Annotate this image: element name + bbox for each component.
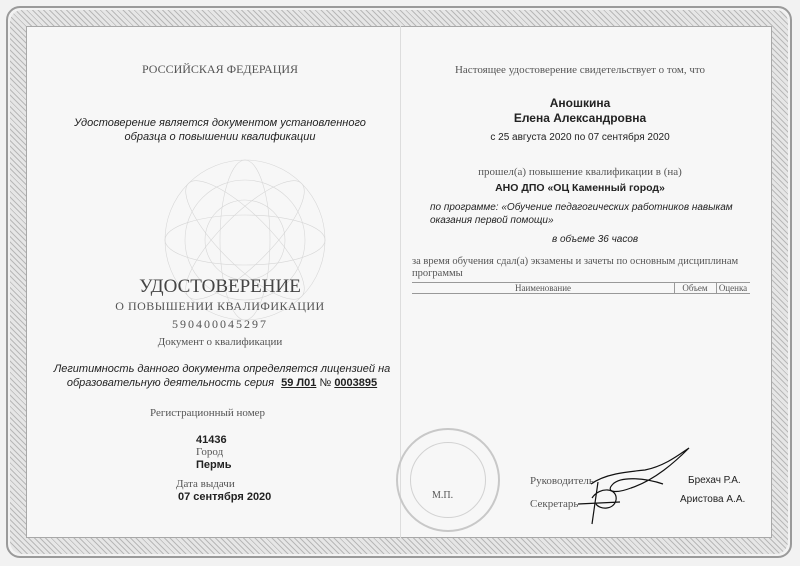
city-label: Город: [196, 446, 224, 458]
table-header-grade: Оценка: [718, 283, 748, 293]
reg-number: 41436: [196, 434, 227, 446]
secretary-name: Аристова А.А.: [680, 494, 746, 505]
license-number-label: №: [319, 377, 332, 389]
table-header-volume: Объем: [682, 283, 708, 293]
doc-subtitle: О ПОВЫШЕНИИ КВАЛИФИКАЦИИ: [115, 299, 325, 313]
stamp-inner-ring: [410, 442, 486, 518]
intro-line-1: Удостоверение является документом установленного: [74, 117, 366, 129]
volume: в объеме 36 часов: [552, 234, 639, 245]
legitimacy-line-2-text: образовательную деятельность серия: [66, 377, 275, 389]
org-name: АНО ДПО «ОЦ Каменный город»: [495, 182, 665, 194]
head-label: Руководитель: [530, 475, 594, 487]
table-header-name: Наименование: [514, 283, 572, 293]
table-header-line: [412, 293, 750, 294]
exams-line-2: программы: [412, 268, 463, 279]
city: Пермь: [196, 459, 232, 471]
signature-secretary-icon: [570, 478, 630, 526]
legitimacy-line-2: [52, 376, 392, 390]
certifies-text: Настоящее удостоверение свидетельствует о том, что: [454, 64, 706, 76]
intro-text: [70, 116, 370, 144]
head-name: Брехач Р.А.: [688, 475, 741, 486]
completed-text: прошел(а) повышение квалификации в (на): [478, 166, 682, 178]
study-period: с 25 августа 2020 по 07 сентября 2020: [490, 132, 670, 143]
country-heading: РОССИЙСКАЯ ФЕДЕРАЦИЯ: [141, 62, 299, 76]
legitimacy-text: [52, 362, 392, 390]
program-line-2: оказания первой помощи»: [430, 215, 554, 226]
license-series: 59 Л01: [281, 377, 317, 389]
program-text: [430, 201, 750, 227]
last-name: Аношкина: [549, 96, 611, 110]
first-middle-name: Елена Александровна: [513, 111, 647, 125]
stamp-label: М.П.: [432, 490, 454, 501]
exams-line-1: за время обучения сдал(а) экзамены и зачеты по основным дисциплинам: [412, 256, 739, 267]
reg-label: Регистрационный номер: [150, 407, 266, 419]
secretary-label: Секретарь: [530, 498, 579, 510]
license-number: 0003895: [334, 377, 378, 389]
doc-kind: Документ о квалификации: [157, 336, 283, 348]
issue-label: Дата выдачи: [176, 478, 235, 490]
intro-line-2: образца о повышении квалификации: [124, 131, 316, 143]
serial-number: 590400045297: [172, 317, 268, 331]
exams-text: [412, 256, 752, 280]
program-line-1: по программе: «Обучение педагогических работников навыкам: [430, 202, 733, 213]
legitimacy-line-1: Легитимность данного документа определяется лицензией на: [53, 363, 391, 375]
doc-title: УДОСТОВЕРЕНИЕ: [139, 276, 301, 297]
issue-date: 07 сентября 2020: [178, 491, 272, 503]
